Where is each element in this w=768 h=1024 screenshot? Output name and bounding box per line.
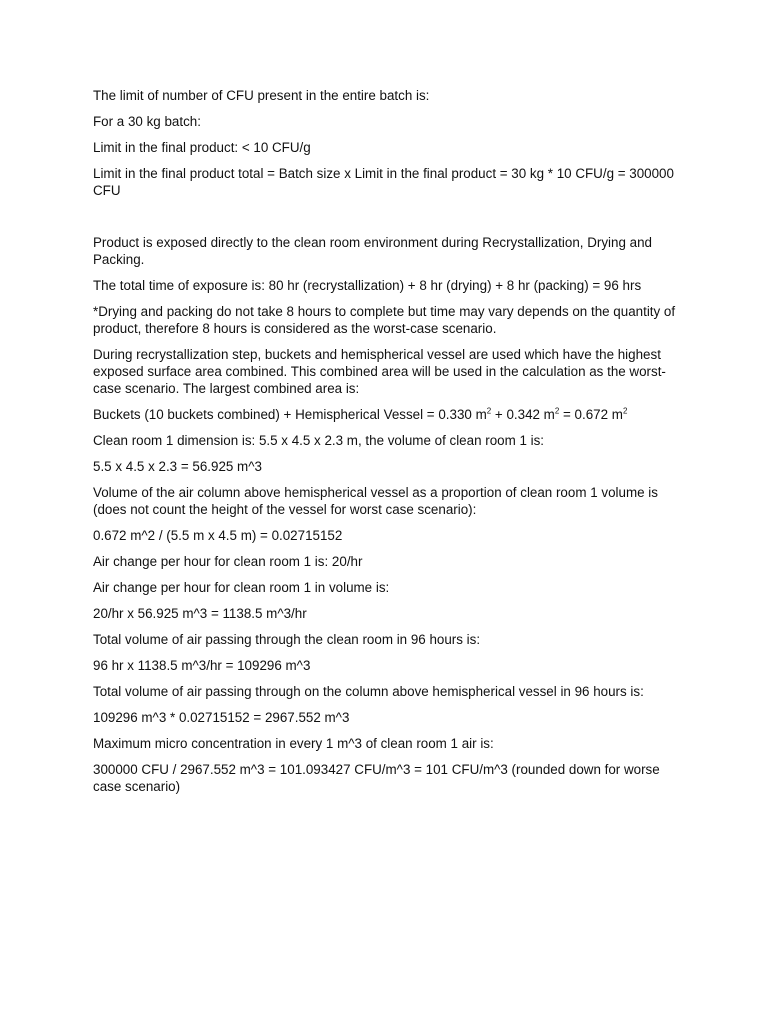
paragraph-surface-area-explanation: During recrystallization step, buckets and hemispherical vessel are used which have the highest exposed surface area combined. This combined area will be used in the calculation as the worst-case scenario. The largest combined area is: xyxy=(93,347,666,396)
paragraph-batch-size: For a 30 kg batch: xyxy=(93,114,201,129)
superscript-2: 2 xyxy=(554,406,560,416)
paragraph-final-product-total: Limit in the final product total = Batch size x Limit in the final product = 30 kg * 10 CFU/g = 300000 CFU xyxy=(93,166,674,198)
paragraph-worst-case-note: *Drying and packing do not take 8 hours to complete but time may vary depends on the quantity of product, therefore 8 hours is considered as the worst-case scenario. xyxy=(93,304,676,336)
paragraph-air-change-volume-calc: 20/hr x 56.925 m^3 = 1138.5 m^3/hr xyxy=(93,606,307,621)
paragraph-combined-area xyxy=(93,406,678,423)
paragraph-exposure-stages: Product is exposed directly to the clean room environment during Recrystallization, Drying and Packing. xyxy=(93,235,652,267)
blank-line xyxy=(93,208,678,234)
paragraph-cfu-limit-intro: The limit of number of CFU present in the entire batch is: xyxy=(93,88,430,103)
paragraph-max-concentration-calc: 300000 CFU / 2967.552 m^3 = 101.093427 CFU/m^3 = 101 CFU/m^3 (rounded down for worse case scenario) xyxy=(93,762,660,794)
superscript-2: 2 xyxy=(622,406,628,416)
paragraph-total-air-intro: Total volume of air passing through the clean room in 96 hours is: xyxy=(93,632,481,647)
paragraph-final-product-limit: Limit in the final product: < 10 CFU/g xyxy=(93,140,311,155)
paragraph-room-volume: 5.5 x 4.5 x 2.3 = 56.925 m^3 xyxy=(93,459,262,474)
paragraph-air-change-rate: Air change per hour for clean room 1 is: 20/hr xyxy=(93,554,363,569)
paragraph-column-air-calc: 109296 m^3 * 0.02715152 = 2967.552 m^3 xyxy=(93,710,350,725)
superscript-2: 2 xyxy=(486,406,492,416)
paragraph-air-change-volume-intro: Air change per hour for clean room 1 in volume is: xyxy=(93,580,390,595)
combined-area-text-1: Buckets (10 buckets combined) + Hemispherical Vessel = 0.330 m xyxy=(93,407,487,422)
combined-area-text-2: + 0.342 m xyxy=(491,407,555,422)
paragraph-proportion-calc: 0.672 m^2 / (5.5 m x 4.5 m) = 0.02715152 xyxy=(93,528,343,543)
paragraph-max-concentration-intro: Maximum micro concentration in every 1 m^3 of clean room 1 air is: xyxy=(93,736,494,751)
combined-area-text-3: = 0.672 m xyxy=(559,407,623,422)
paragraph-air-column-proportion: Volume of the air column above hemispherical vessel as a proportion of clean room 1 volume is (does not count the height of the vessel for worst case scenario): xyxy=(93,485,658,517)
paragraph-column-air-intro: Total volume of air passing through on the column above hemispherical vessel in 96 hours is: xyxy=(93,684,644,699)
paragraph-total-exposure-time: The total time of exposure is: 80 hr (recrystallization) + 8 hr (drying) + 8 hr (packing) = 96 hrs xyxy=(93,278,642,293)
paragraph-room-dimension: Clean room 1 dimension is: 5.5 x 4.5 x 2.3 m, the volume of clean room 1 is: xyxy=(93,433,545,448)
paragraph-total-air-calc: 96 hr x 1138.5 m^3/hr = 109296 m^3 xyxy=(93,658,311,673)
document-page xyxy=(93,87,678,804)
